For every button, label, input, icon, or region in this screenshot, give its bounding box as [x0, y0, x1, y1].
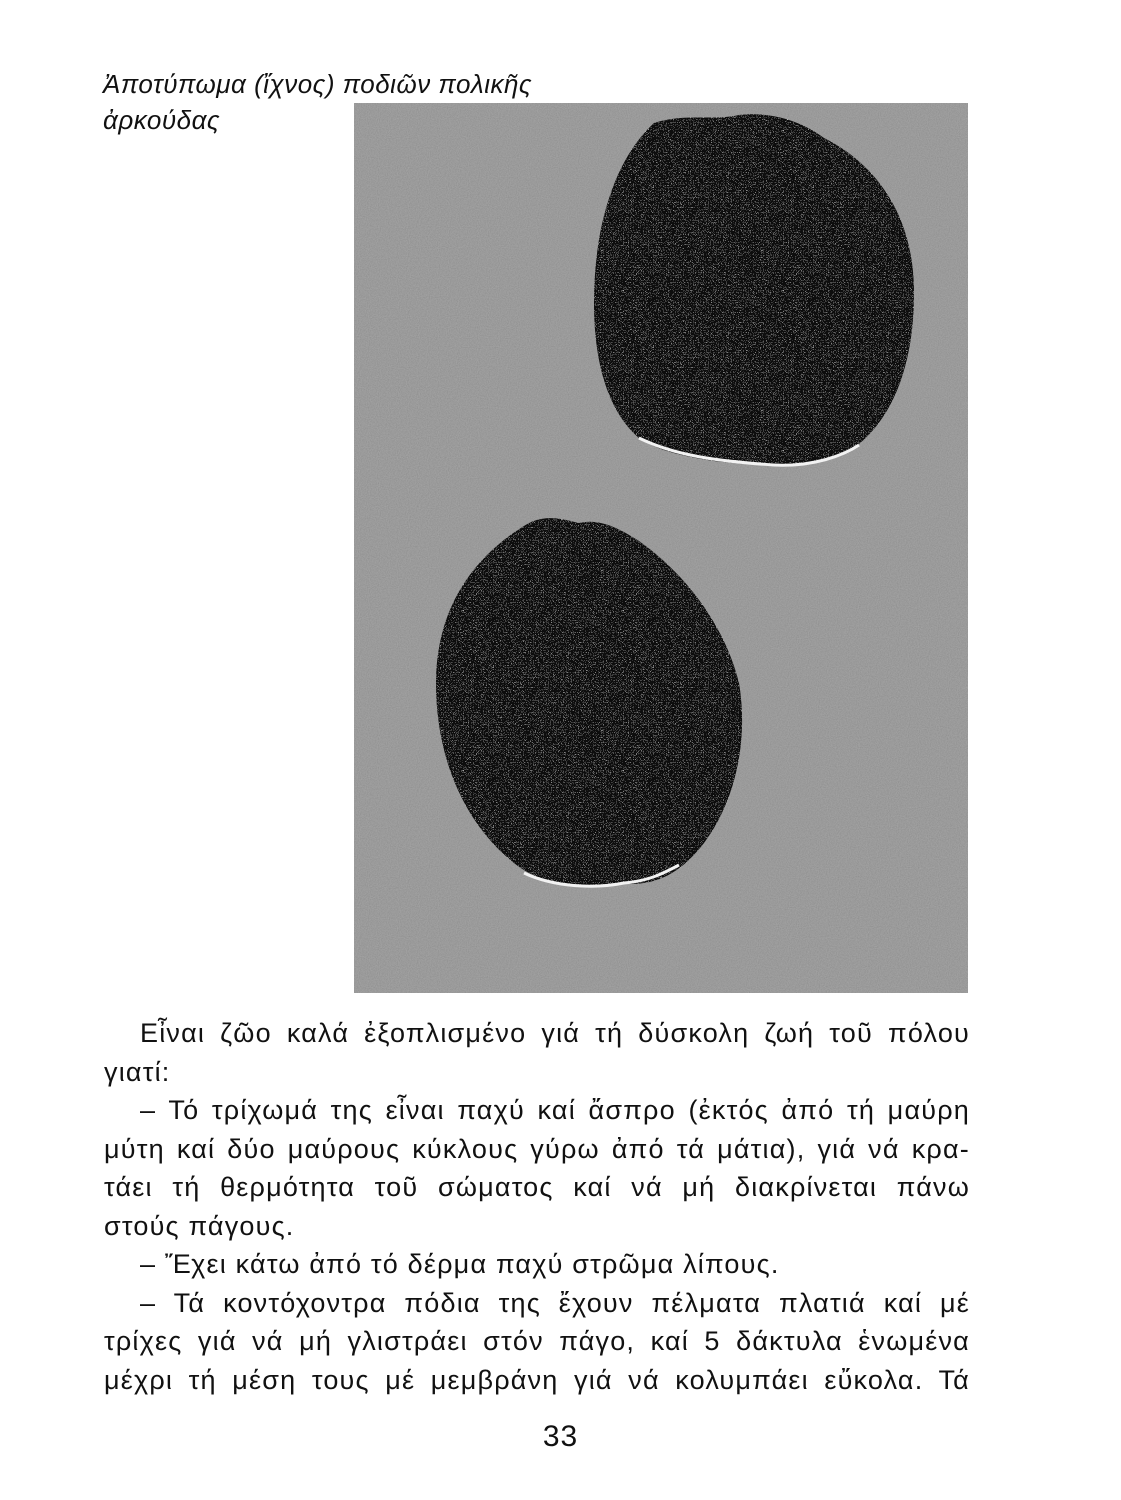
bear-paw-prints-photo	[354, 103, 968, 993]
body-line: τάει τή θερμότητα τοῦ σώματος καί νά μή διακρίνεται πάνω	[104, 1172, 970, 1202]
body-line: στούς πάγους.	[104, 1210, 295, 1241]
body-line: – Τό τρίχωμά της εἶναι παχύ καί ἄσπρο (ἐκτός ἀπό τή μαύρη	[140, 1095, 970, 1125]
caption-line-1: Ἀποτύπωμα (ἴχνος) ποδιῶν πολικῆς	[103, 69, 533, 99]
body-line: – Ἔχει κάτω ἀπό τό δέρμα παχύ στρῶμα λίπους.	[140, 1249, 780, 1279]
body-line: Εἶναι ζῶο καλά ἐξοπλισμένο γιά τή δύσκολη ζωή τοῦ πόλου	[140, 1018, 970, 1048]
body-line: γιατί:	[104, 1056, 171, 1087]
caption-line-2: ἀρκούδας	[103, 105, 221, 135]
body-line: μέχρι τή μέση τους μέ μεμβράνη γιά νά κολυμπάει εὔκολα. Τά	[104, 1364, 970, 1395]
body-line: τρίχες γιά νά μή γλιστράει στόν πάγο, καί 5 δάκτυλα ἑνωμένα	[104, 1326, 970, 1356]
body-line: μύτη καί δύο μαύρους κύκλους γύρω ἀπό τά μάτια), γιά νά κρα-	[104, 1133, 970, 1164]
body-line: – Τά κοντόχοντρα πόδια της ἔχουν πέλματα πλατιά καί μέ	[140, 1287, 970, 1318]
body-text	[104, 1014, 970, 1399]
page-number: 33	[542, 1420, 579, 1453]
